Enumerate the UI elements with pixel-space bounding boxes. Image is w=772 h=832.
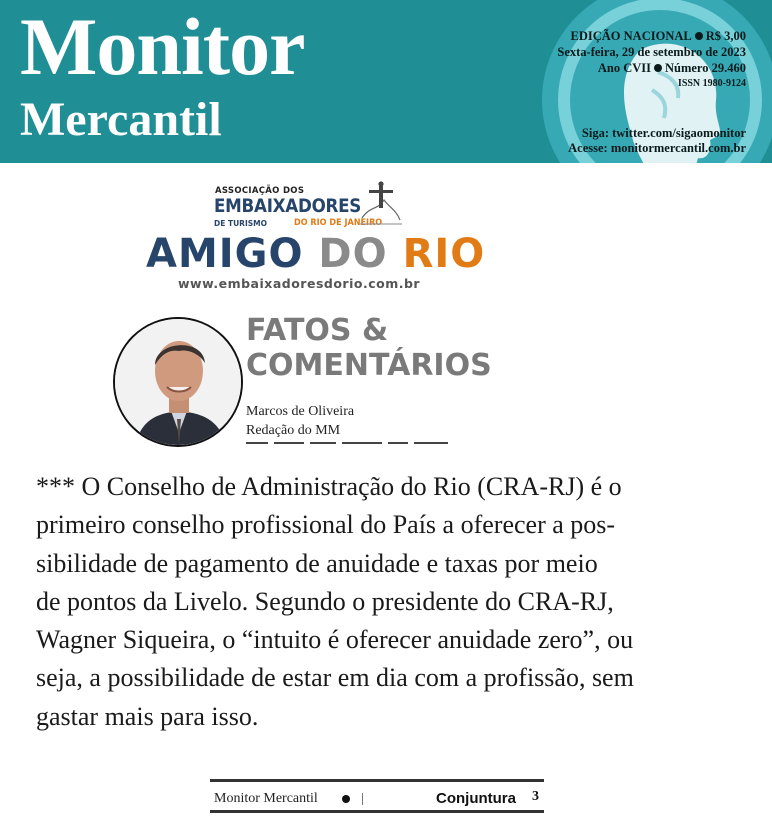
edition-label: EDIÇÃO NACIONAL [570, 29, 692, 43]
author-name: Marcos de Oliveira [246, 404, 355, 419]
footer-rule-bottom [210, 810, 544, 813]
assoc-main-text: EMBAIXADORES [214, 195, 362, 217]
issue-date: Sexta-feira, 29 de setembro de 2023 [557, 45, 746, 59]
website-link[interactable]: Acesse: monitormercantil.com.br [568, 141, 746, 155]
assoc-top-text: ASSOCIAÇÃO DOS [215, 186, 305, 196]
cut-off-text-line [246, 442, 486, 448]
article-line: sibilidade de pagamento de anuidade e taxas por meio [36, 548, 598, 578]
masthead [0, 0, 772, 163]
page-footer [210, 779, 544, 813]
bullet-icon [654, 64, 662, 72]
author-byline [246, 402, 354, 440]
column-title-line1: FATOS & [246, 313, 389, 348]
amigo-do-rio-wordmark [146, 231, 486, 277]
issue-year: Ano CVII [597, 61, 651, 75]
page-number: 3 [532, 789, 539, 804]
article-line: primeiro conselho profissional do País a oferecer a pos- [36, 510, 616, 540]
article-line: gastar mais para isso. [36, 701, 259, 731]
do-word: DO [318, 231, 388, 277]
contact-info [568, 126, 746, 156]
issn: ISSN 1980-9124 [677, 78, 746, 89]
twitter-link[interactable]: Siga: twitter.com/sigaomonitor [581, 126, 746, 140]
footer-section: Conjuntura [436, 790, 516, 807]
article-body [36, 468, 746, 736]
author-avatar [113, 317, 243, 447]
column-title [246, 313, 492, 383]
assoc-sub2-text: DO RIO DE JANEIRO [294, 218, 383, 228]
article-line: Wagner Siqueira, o “intuito é oferecer anuidade zero”, ou [36, 625, 634, 655]
amigo-word: AMIGO [146, 231, 304, 277]
author-role: Redação do MM [246, 423, 341, 438]
bullet-icon [695, 32, 703, 40]
amigo-do-rio-logo [140, 178, 486, 298]
column-title-line2: COMENTÁRIOS [246, 348, 492, 383]
author-portrait-icon [115, 319, 243, 447]
issue-number: Número 29.460 [664, 61, 746, 75]
article-line: *** O Conselho de Administração do Rio (CRA-RJ) é o [36, 472, 622, 501]
article-line: seja, a possibilidade de estar em dia com a profissão, sem [36, 663, 634, 693]
article-line: de pontos da Livelo. Segundo o presidente do CRA-RJ, [36, 586, 614, 616]
footer-paper-name: Monitor Mercantil [214, 791, 318, 806]
sponsor-url[interactable]: www.embaixadoresdorio.com.br [178, 276, 421, 291]
footer-rule-top [210, 779, 544, 782]
paper-title: Monitor [20, 1, 305, 92]
paper-subtitle: Mercantil [20, 93, 222, 146]
christ-redeemer-icon [360, 180, 402, 228]
edition-info [557, 28, 746, 92]
bullet-icon [342, 795, 350, 803]
assoc-sub1-text: DE TURISMO [214, 219, 267, 228]
price: R$ 3,00 [705, 29, 746, 43]
footer-separator [362, 793, 363, 805]
rio-word: RIO [402, 231, 486, 277]
